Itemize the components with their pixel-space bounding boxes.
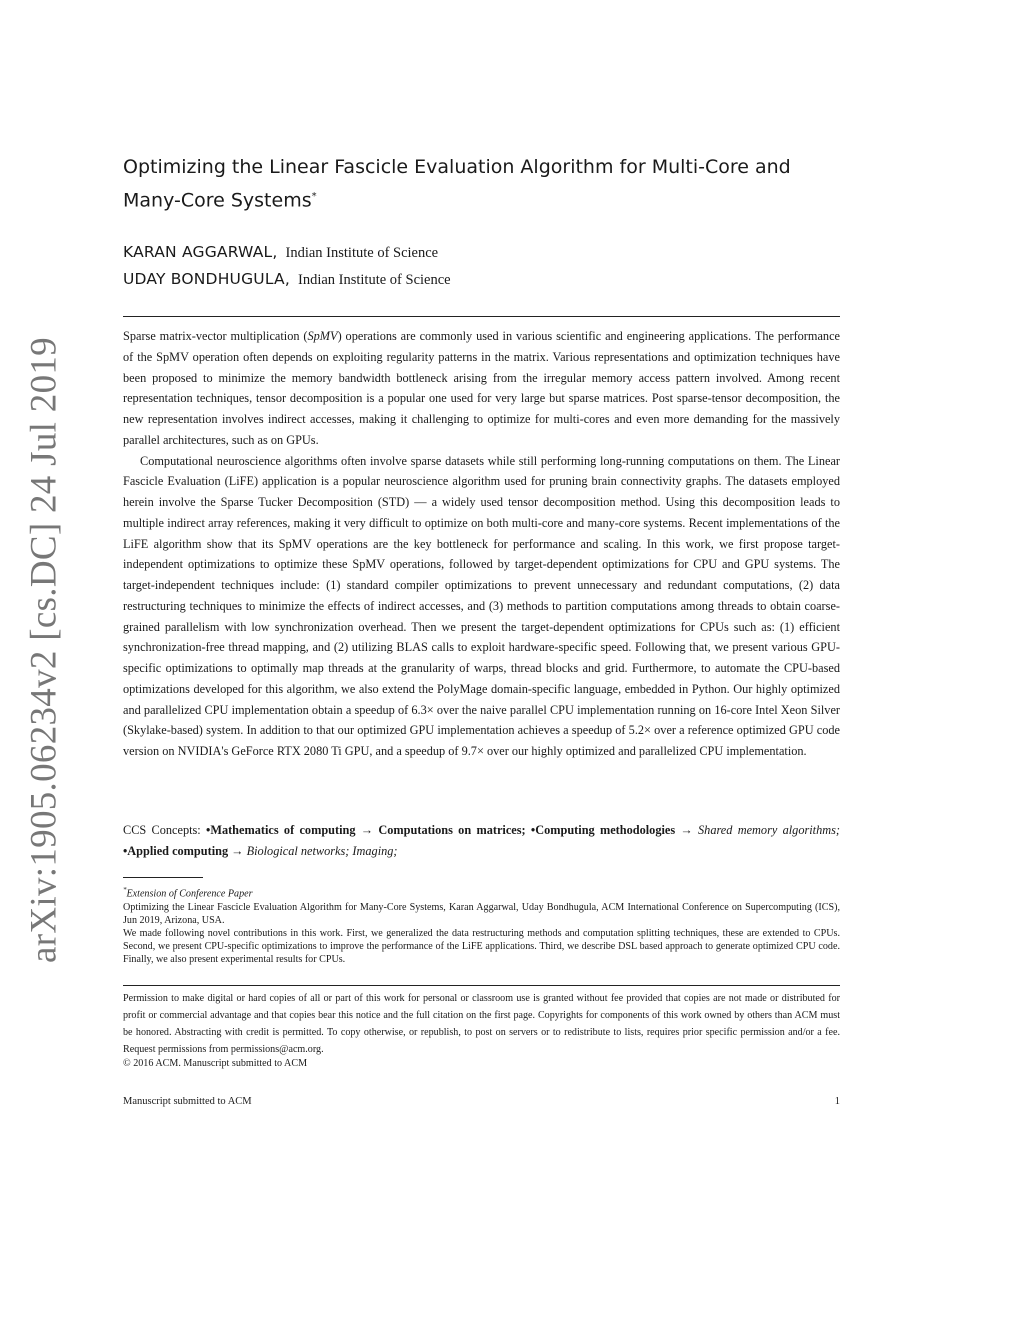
author-name: KARAN AGGARWAL,: [123, 243, 278, 261]
arxiv-identifier-text: arXiv:1905.06234v2 [cs.DC] 24 Jul 2019: [23, 337, 65, 963]
footer-manuscript-note: Manuscript submitted to ACM: [123, 1096, 252, 1107]
page-footer: [123, 1096, 840, 1107]
abstract-paragraph-1: Sparse matrix-vector multiplication (SpMV) operations are commonly used in various scientific and engineering applications. The performance of the SpMV operation often depends on exploiting regularity patterns in the matrix. Various representations and optimization techniques have been proposed to minimize the memory bandwidth bottleneck arising from the irregular memory access pattern involved. Among recent representation techniques, tensor decomposition is a popular one used for very large but sparse matrices. Post sparse-tensor decomposition, the new representation involves indirect accesses, making it challenging to optimize for multi-cores and even more demanding for the massively parallel architectures, such as on GPUs.: [123, 329, 840, 447]
ccs-label: CCS Concepts:: [123, 823, 207, 837]
ccs-concepts: CCS Concepts: •Mathematics of computing → Computations on matrices; •Computing methodologies → Shared memory algorithms; •Applied computing → Biological networks; Imaging;: [123, 823, 841, 858]
ccs-concept-2-detail: Shared memory algorithms;: [698, 823, 841, 837]
title-footnote-mark[interactable]: *: [311, 191, 317, 202]
abstract-paragraph-2: Computational neuroscience algorithms often involve sparse datasets while still performing long-running computations on them. The Linear Fascicle Evaluation (LiFE) application is a popular neuroscience algorithm used for pruning brain connectivity graphs. The datasets employed herein involve the Sparse Tucker Decomposition (STD) — a widely used tensor decomposition method. Using this decomposition leads to multiple indirect array references, making it very difficult to optimize on both multi-core and many-core systems. Recent implementations of the LiFE algorithm show that its SpMV operations are the key bottleneck for performance and scaling. In this work, we first propose target-independent optimizations to optimize these SpMV operations, followed by target-dependent optimizations for CPU and GPU systems. The target-independent techniques include: (1) standard compiler optimizations to prevent unnecessary and redundant computations, (2) data restructuring techniques to minimize the effects of indirect accesses, and (3) methods to partition computations among threads to obtain coarse-grained parallelism with low synchronization overhead. Then we present the target-dependent optimizations for CPUs such as: (1) efficient synchronization-free thread mapping, and (2) utilizing BLAS calls to exploit hardware-specific speed. Following that, we present various GPU-specific optimizations to optimally map threads at the granularity of warps, thread blocks and grid. Furthermore, to automate the CPU-based optimizations developed for this algorithm, we also extend the PolyMage domain-specific language, embedded in Python. Our highly optimized and parallelized CPU implementation obtain a speedup of 6.3× over the naive parallel CPU implementation running on 16-core Intel Xeon Silver (Skylake-based) system. In addition to that our optimized GPU implementation achieves a speedup of 5.2× over a reference optimized GPU code version on NVIDIA's GeForce RTX 2080 Ti GPU, and a speedup of 9.7× over our highly optimized and parallelized CPU implementation.: [123, 453, 840, 758]
header-divider: [123, 316, 840, 317]
paper-title-text: Optimizing the Linear Fascicle Evaluation Algorithm for Multi-Core and Many-Core Systems: [123, 156, 791, 212]
ccs-concept-3: •Applied computing: [123, 843, 229, 858]
footnote-citation: Optimizing the Linear Fascicle Evaluation Algorithm for Many-Core Systems, Karan Aggarwal, Uday Bondhugula, ACM International Conference on Supercomputing (ICS), Jun 2019, Arizona, USA.: [123, 901, 840, 926]
footnote-title: *Extension of Conference Paper: [123, 886, 253, 900]
abstract: [123, 326, 840, 762]
page-number: 1: [834, 1096, 840, 1107]
footnote-contributions: We made following novel contributions in this work. First, we generalized the data restructuring methods and computation splitting techniques, these are extended to CPUs. Second, we present CPU-specific optimizations to improve the performance of the LiFE applications. Third, we describe DSL based approach to generate optimized CPU code. Finally, we also present experimental results for CPUs.: [123, 927, 840, 966]
paper-title: [123, 152, 843, 215]
footnote-divider: [123, 877, 203, 878]
ccs-concept-1: •Mathematics of computing → Computations on matrices;: [206, 823, 526, 837]
author-affiliation: Indian Institute of Science: [285, 245, 439, 261]
ccs-concept-3-detail: Biological networks; Imaging;: [246, 843, 398, 858]
copyright-notice: © 2016 ACM. Manuscript submitted to ACM: [123, 1058, 308, 1069]
permission-divider: [123, 985, 840, 986]
author-1: [123, 243, 438, 262]
author-name: UDAY BONDHUGULA,: [123, 270, 290, 288]
permission-notice: Permission to make digital or hard copies of all or part of this work for personal or classroom use is granted without fee provided that copies are not made or distributed for profit or commercial advantage and that copies bear this notice and the full citation on the first page. Copyrights for components of this work owned by others than ACM must be honored. Abstracting with credit is permitted. To copy otherwise, or republish, to post on servers or to redistribute to lists, requires prior specific permission and/or a fee. Request permissions from permissions@acm.org.: [123, 993, 840, 1055]
author-affiliation: Indian Institute of Science: [297, 272, 451, 288]
ccs-concept-2: •Computing methodologies: [525, 823, 676, 837]
footnote: [123, 884, 840, 967]
author-2: [123, 270, 451, 289]
